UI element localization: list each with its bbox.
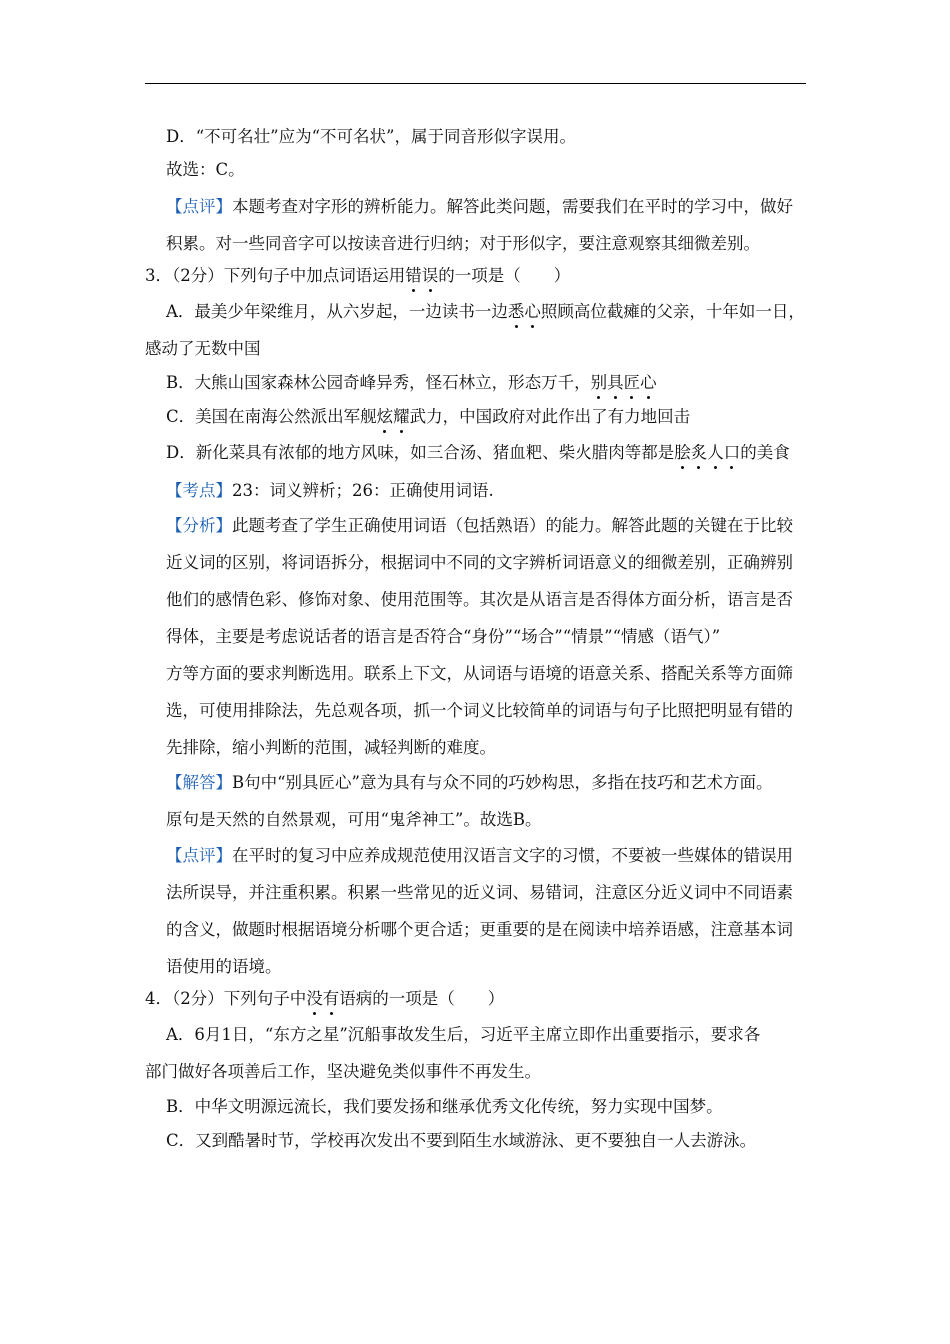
option-text: B．大熊山国家森林公园奇峰异秀，怪石林立，形态万千， xyxy=(166,373,591,392)
q3-dianping xyxy=(166,845,793,867)
dianping-text: 在平时的复习中应养成规范使用汉语言文字的习惯，不要被一些媒体的错误用 xyxy=(232,846,793,865)
q2-comment-cont: 积累。对一些同音字可以按读音进行归纳；对于形似字，要注意观察其细微差别。 xyxy=(166,234,760,253)
emphasis-char: 没 xyxy=(306,989,323,1008)
stem-text: 4．（2分）下列句子中 xyxy=(145,989,307,1008)
emphasis-char: 耀 xyxy=(393,407,410,426)
emphasis-mark xyxy=(674,443,740,462)
emphasis-mark xyxy=(306,989,339,1008)
emphasis-char: 口 xyxy=(723,443,741,462)
q3-fenxi-2: 近义词的区别，将词语拆分，根据词中不同的文字辨析词语意义的细微差别，正确辨别 xyxy=(166,553,793,572)
q3-option-c xyxy=(166,406,690,428)
emphasis-char: 心 xyxy=(524,302,541,321)
q3-jieda-2: 原句是天然的自然景观，可用“鬼斧神工”。故选B。 xyxy=(166,810,542,829)
emphasis-char: 误 xyxy=(421,266,439,285)
stem-text: 3．（2分）下列句子中加点词语运用 xyxy=(145,266,406,285)
q4-option-a: A．6月1日，“东方之星”沉船事故发生后，习近平主席立即作出重要指示，要求各 xyxy=(166,1025,761,1044)
q3-kaodian xyxy=(166,480,494,502)
kaodian-tag: 【考点】 xyxy=(166,481,232,500)
q3-fenxi-5: 方等方面的要求判断选用。联系上下文，从词语与语境的语意关系、搭配关系等方面筛 xyxy=(166,664,793,683)
q4-stem xyxy=(145,988,504,1010)
q3-fenxi-3: 他们的感情色彩、修饰对象、使用范围等。其次是从语言是否得体方面分析，语言是否 xyxy=(166,590,793,609)
q3-jieda xyxy=(166,772,773,794)
emphasis-char: 错 xyxy=(405,266,422,285)
emphasis-char: 人 xyxy=(707,443,724,462)
emphasis-char: 炫 xyxy=(376,407,394,426)
stem-text: 的一项是（ ） xyxy=(438,266,571,285)
header-rule xyxy=(145,83,806,84)
emphasis-mark xyxy=(405,266,438,285)
option-text: 武力，中国政府对此作出了有力地回击 xyxy=(409,407,691,426)
q4-option-a-cont: 部门做好各项善后工作，坚决避免类似事件不再发生。 xyxy=(145,1062,541,1081)
emphasis-char: 别 xyxy=(590,373,608,392)
q3-dianping-4: 语使用的语境。 xyxy=(166,957,282,976)
option-text: 照顾高位截瘫的父亲，十年如一日， xyxy=(540,302,805,321)
emphasis-mark xyxy=(377,407,410,426)
q3-stem xyxy=(145,265,570,287)
q3-fenxi-7: 先排除，缩小判断的范围，减轻判断的难度。 xyxy=(166,738,496,757)
fenxi-tag: 【分析】 xyxy=(166,516,232,535)
q2-comment xyxy=(166,196,793,218)
q3-fenxi-4: 得体，主要是考虑说话者的语言是否符合“身份”“场合”“情景”“情感（语气）” xyxy=(166,627,721,646)
stem-text: 语病的一项是（ ） xyxy=(339,989,505,1008)
q3-option-b xyxy=(166,372,657,394)
q3-dianping-3: 的含义，做题时根据语境分析哪个更合适；更重要的是在阅读中培养语感，注意基本词 xyxy=(166,920,793,939)
comment-text: 本题考查对字形的辨析能力。解答此类问题，需要我们在平时的学习中，做好 xyxy=(232,197,793,216)
q3-fenxi xyxy=(166,515,793,537)
emphasis-char: 炙 xyxy=(690,443,708,462)
q2-answer: 故选：C。 xyxy=(166,160,245,179)
q3-option-a-cont: 感动了无数中国 xyxy=(145,339,261,358)
fenxi-text: 此题考查了学生正确使用词语（包括熟语）的能力。解答此题的关键在于比较 xyxy=(232,516,793,535)
emphasis-mark xyxy=(591,373,657,392)
option-text: C．美国在南海公然派出军舰 xyxy=(166,407,377,426)
emphasis-char: 有 xyxy=(322,989,340,1008)
q4-option-c: C．又到酷暑时节，学校再次发出不要到陌生水域游泳、更不要独自一人去游泳。 xyxy=(166,1131,757,1150)
dianping-tag: 【点评】 xyxy=(166,846,232,865)
comment-tag: 【点评】 xyxy=(166,197,232,216)
emphasis-char: 悉 xyxy=(507,302,525,321)
q3-fenxi-6: 选，可使用排除法，先总观各项，抓一个词义比较简单的词语与句子比照把明显有错的 xyxy=(166,701,793,720)
q3-dianping-2: 法所误导，并注重积累。积累一些常见的近义词、易错词，注意区分近义词中不同语素 xyxy=(166,883,793,902)
emphasis-char: 心 xyxy=(640,373,657,392)
kaodian-text: 23：词义辨析；26：正确使用词语. xyxy=(232,481,494,500)
option-text: 的美食 xyxy=(740,443,790,462)
emphasis-char: 具 xyxy=(607,373,624,392)
option-text: D．新化菜具有浓郁的地方风味，如三合汤、猪血粑、柴火腊肉等都是 xyxy=(166,443,675,462)
jieda-text: B句中“别具匠心”意为具有与众不同的巧妙构思，多指在技巧和艺术方面。 xyxy=(232,773,773,792)
emphasis-mark xyxy=(508,302,541,321)
q4-option-b: B．中华文明源远流长，我们要发扬和继承优秀文化传统，努力实现中国梦。 xyxy=(166,1097,723,1116)
q3-option-a xyxy=(166,301,805,323)
option-text: A．最美少年梁维月，从六岁起，一边读书一边 xyxy=(166,302,508,321)
q2-option-d: D．“不可名壮”应为“不可名状”，属于同音形似字误用。 xyxy=(166,127,576,146)
emphasis-char: 匠 xyxy=(623,373,641,392)
jieda-tag: 【解答】 xyxy=(166,773,232,792)
emphasis-char: 脍 xyxy=(674,443,691,462)
q3-option-d xyxy=(166,442,790,464)
